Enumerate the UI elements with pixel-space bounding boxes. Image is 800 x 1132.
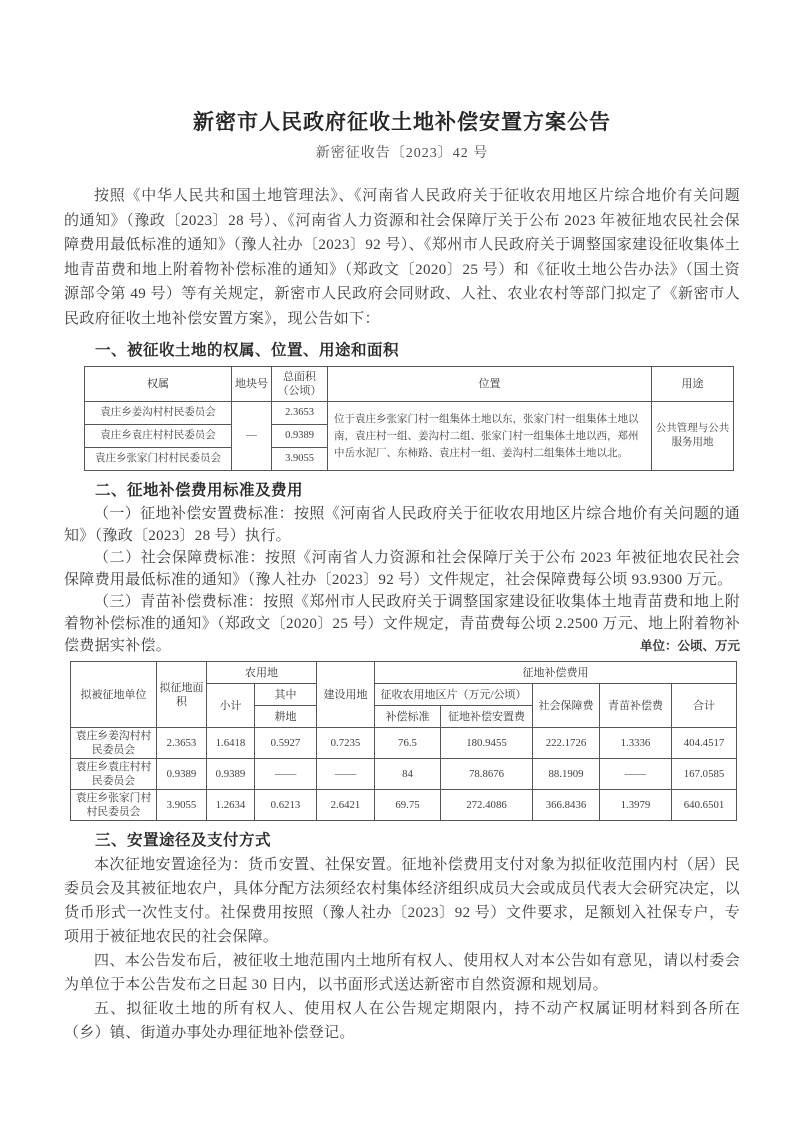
compensation-fees-table xyxy=(70,661,737,821)
col-header-location: 位置 xyxy=(328,367,652,402)
cell-unit: 袁庄乡姜沟村村民委员会 xyxy=(71,728,157,759)
col-header-compensation-fees: 征地补偿费用 xyxy=(375,662,737,684)
cell-unit: 袁庄乡袁庄村村民委员会 xyxy=(71,759,157,790)
col-header-farmland: 农用地 xyxy=(207,662,317,684)
col-header-seedling: 青苗补偿费 xyxy=(600,684,672,728)
cell-area: 2.3653 xyxy=(157,728,207,759)
col-header-plot-no: 地块号 xyxy=(232,367,272,402)
col-header-resettlement-fee: 征地补偿安置费 xyxy=(441,706,533,728)
cell-area: 0.9389 xyxy=(272,425,328,448)
section3-heading: 三、安置途径及支付方式 xyxy=(95,832,272,849)
cell-resettlement: 180.9455 xyxy=(441,728,533,759)
cell-owner: 袁庄乡张家门村村民委员会 xyxy=(85,448,232,471)
table-header-row xyxy=(71,662,737,684)
col-header-standard: 补偿标准 xyxy=(375,706,441,728)
cell-construction: 0.7235 xyxy=(317,728,375,759)
table-row xyxy=(85,402,734,425)
col-header-cultivated: 耕地 xyxy=(255,706,317,728)
cell-construction: —— xyxy=(317,759,375,790)
section2-para2: （二）社会保障费标准：按照《河南省人力资源和社会保障厅关于公布 2023 年被征地农民社会保障费用最低标准的通知》（豫人社办〔2023〕92 号）文件规定，社会保障费每公顷 93.9300 万元。 xyxy=(64,550,740,588)
col-header-among: 其中 xyxy=(255,684,317,706)
col-header-use: 用途 xyxy=(652,367,734,402)
cell-construction: 2.6421 xyxy=(317,790,375,821)
cell-subtotal: 0.9389 xyxy=(207,759,255,790)
bottom-blank-area xyxy=(64,1045,740,1132)
intro-paragraph: 按照《中华人民共和国土地管理法》、《河南省人民政府关于征收农用地区片综合地价有关问题的通知》（豫政〔2023〕28 号）、《河南省人力资源和社会保障厅关于公布 2023 年被征地农民社会保障费用最低标准的通知》（豫人社办〔2023〕92 号）、《郑州市人民政府关于调整国家建设征收集体土地青苗费和地上附着物补偿标准的通知》（郑政文〔2020〕25 号）和《征收土地公告办法》（国土资源部令第 49 号）等有关规定，新密市人民政府会同财政、人社、农业农村等部门拟定了《新密市人民政府征收土地补偿安置方案》，现公告如下： xyxy=(64,188,740,327)
cell-cultivated: 0.5927 xyxy=(255,728,317,759)
cell-cultivated: 0.6213 xyxy=(255,790,317,821)
section4-paragraph: 四、本公告发布后，被征收土地范围内土地所有权人、使用权人对本公告如有意见，请以村委会为单位于本公告发布之日起 30 日内，以书面形式送达新密市自然资源和规划局。 xyxy=(64,953,740,993)
land-ownership-table xyxy=(84,366,734,471)
cell-area: 2.3653 xyxy=(272,402,328,425)
col-header-social-security: 社会保障费 xyxy=(533,684,600,728)
section5-paragraph: 五、拟征收土地的所有权人、使用权人在公告规定期限内，持不动产权属证明材料到各所在（乡）镇、街道办事处办理征地补偿登记。 xyxy=(64,1001,740,1041)
section3-paragraph: 本次征地安置途径为：货币安置、社保安置。征地补偿费用支付对象为拟征收范围内村（居）民委员会及其被征地农户，具体分配方法须经农村集体经济组织成员大会或成员代表大会研究决定，以货币形式一次性支付。社保费用按照（豫人社办〔2023〕92 号）文件要求，足额划入社保专户，专项用于被征地农民的社会保障。 xyxy=(64,857,740,945)
page-title: 新密市人民政府征收土地补偿安置方案公告 xyxy=(193,110,611,134)
cell-subtotal: 1.6418 xyxy=(207,728,255,759)
cell-standard: 84 xyxy=(375,759,441,790)
section2-para3: （三）青苗补偿费标准：按照《郑州市人民政府关于调整国家建设征收集体土地青苗费和地上附着物补偿标准的通知》（郑政文〔2020〕25 号）文件规定，青苗费每公顷 2.2500 万元、地上附着物补偿费据实补偿。 xyxy=(64,594,740,654)
col-header-total-area-line1: 总面积 xyxy=(283,371,316,383)
cell-resettlement: 272.4086 xyxy=(441,790,533,821)
cell-social: 366.8436 xyxy=(533,790,600,821)
section2-para1: （一）征地补偿安置费标准：按照《河南省人民政府关于征收农用地区片综合地价有关问题的通知》（豫政〔2023〕28 号）执行。 xyxy=(64,506,740,544)
cell-total: 640.6501 xyxy=(672,790,737,821)
table-row xyxy=(71,759,737,790)
cell-social: 88.1909 xyxy=(533,759,600,790)
col-header-construction-land: 建设用地 xyxy=(317,662,375,728)
cell-total: 167.0585 xyxy=(672,759,737,790)
cell-owner: 袁庄乡姜沟村村民委员会 xyxy=(85,402,232,425)
col-header-subtotal: 小计 xyxy=(207,684,255,728)
document-number: 新密征收告〔2023〕42 号 xyxy=(315,146,489,161)
cell-area: 3.9055 xyxy=(157,790,207,821)
cell-area: 3.9055 xyxy=(272,448,328,471)
col-header-total-area xyxy=(272,367,328,402)
section2-heading: 二、征地补偿费用标准及费用 xyxy=(95,482,304,499)
cell-subtotal: 1.2634 xyxy=(207,790,255,821)
cell-owner: 袁庄乡袁庄村村民委员会 xyxy=(85,425,232,448)
cell-cultivated: —— xyxy=(255,759,317,790)
col-header-unit: 拟被征地单位 xyxy=(71,662,157,728)
cell-plot-no: — xyxy=(232,402,272,471)
cell-seedling: —— xyxy=(600,759,672,790)
col-header-total-area-line2: （公顷） xyxy=(277,385,322,397)
cell-seedling: 1.3336 xyxy=(600,728,672,759)
section1-heading: 一、被征收土地的权属、位置、用途和面积 xyxy=(95,342,400,359)
cell-social: 222.1726 xyxy=(533,728,600,759)
cell-resettlement: 78.8676 xyxy=(441,759,533,790)
table-row xyxy=(71,790,737,821)
col-header-total: 合计 xyxy=(672,684,737,728)
table-unit-note: 单位：公顷、万元 xyxy=(639,639,740,653)
table-header-row xyxy=(85,367,734,402)
cell-standard: 69.75 xyxy=(375,790,441,821)
cell-unit: 袁庄乡张家门村村民委员会 xyxy=(71,790,157,821)
table-row xyxy=(71,728,737,759)
cell-use: 公共管理与公共服务用地 xyxy=(652,402,734,471)
col-header-district-price: 征收农用地区片（万元/公顷） xyxy=(375,684,533,706)
cell-standard: 76.5 xyxy=(375,728,441,759)
cell-seedling: 1.3979 xyxy=(600,790,672,821)
cell-area: 0.9389 xyxy=(157,759,207,790)
cell-total: 404.4517 xyxy=(672,728,737,759)
col-header-owner: 权属 xyxy=(85,367,232,402)
cell-location: 位于袁庄乡张家门村一组集体土地以东，张家门村一组集体土地以南，袁庄村一组、姜沟村二组、张家门村一组集体土地以西，郑州中岳水泥厂、东柿路、袁庄村一组、姜沟村二组集体土地以北。 xyxy=(328,402,652,471)
col-header-proposed-area: 拟征地面积 xyxy=(157,662,207,728)
